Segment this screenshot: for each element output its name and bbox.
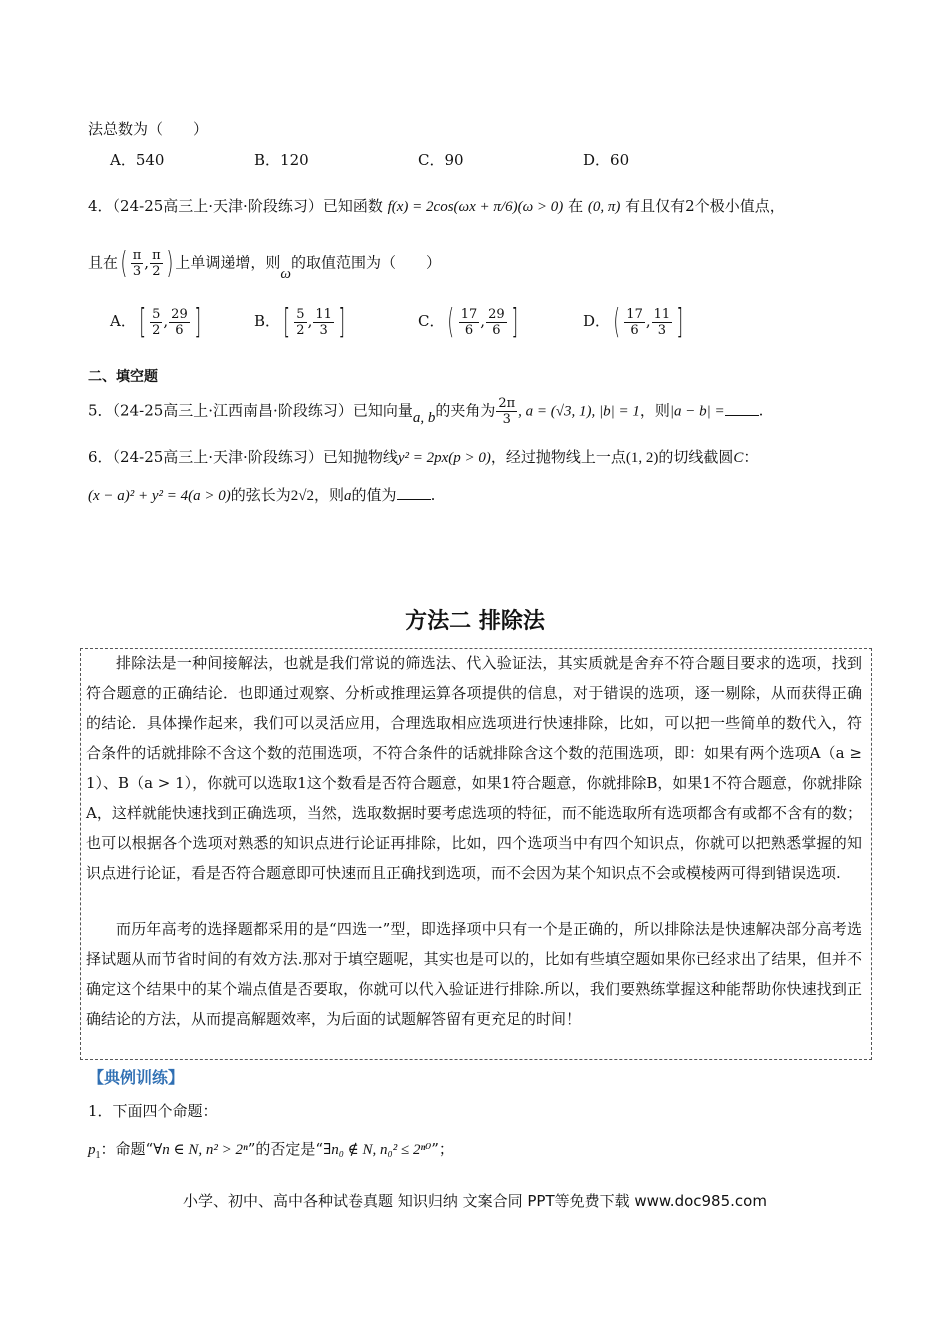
q4-option-a-bnum: 29 — [171, 306, 188, 322]
q4-option-c-aden: 6 — [464, 322, 474, 338]
q4-option-b-anum: 5 — [296, 306, 305, 322]
q4-mid: 在 — [568, 197, 584, 215]
q6-a: a — [344, 488, 352, 504]
q3-option-b: B．120 — [254, 151, 309, 169]
t1-line2 — [88, 1138, 454, 1161]
method-title: 方法二 排除法 — [405, 609, 545, 634]
t1-end: ”； — [431, 1140, 454, 1158]
q4-option-c: C．( $\frac{17}{6}$ , $\frac{29}{6}$ ] — [418, 302, 518, 342]
q4-number: 4． — [88, 197, 113, 215]
t1-negated-proposition: ∃n₀ ∉ N, n₀² ≤ 2ⁿ⁰ — [323, 1142, 432, 1158]
q4-option-a: A．[ $\frac{5}{2}$ , $\frac{29}{6}$ ] — [110, 302, 201, 342]
q6-chord: 2√2 — [290, 488, 315, 504]
t1-quote-close: ” — [247, 1140, 256, 1158]
q6-end: . — [430, 486, 436, 504]
q4-option-a-aden: 2 — [152, 322, 161, 338]
q4-option-b: B．[ $\frac{5}{2}$ , $\frac{11}{3}$ ] — [254, 302, 345, 342]
t1-quote-open: “ — [145, 1140, 154, 1158]
q4-option-d-label: D． — [583, 312, 611, 330]
q5-line — [88, 396, 763, 427]
q4-option-a-anum: 5 — [152, 306, 161, 322]
q4-option-a-rb: ] — [194, 302, 201, 342]
q6-line2 — [88, 484, 435, 505]
q4-option-c-rb: ] — [510, 302, 518, 342]
q6-after: 的切线截圆 — [658, 448, 734, 466]
q4-interval: (0, π) — [587, 199, 621, 215]
q5-vectors: a, b — [412, 409, 436, 426]
q6-colon: ： — [743, 448, 759, 466]
q4-line2-post: 上单调递增，则 — [175, 253, 281, 272]
q5-number: 5． — [88, 401, 113, 420]
method-paragraph-1: 排除法是一种间接解法，也就是我们常说的筛选法、代入验证法，其实质就是舍弃不符合题目要求的选项，找到符合题意的正确结论．也即通过观察、分析或推理运算各项提供的信息，对于错误的选项，逐一剔除，从而获得正确的结论．具体操作起来，我们可以灵活应用，合理选取相应选项进行快速排除，比如，可以把一些简单的数代入，符合条件的话就排除不含这个数的范围选项，不符合条件的话就排除含这个数的范围选项，即：如果有两个选项A（a ≥ 1）、B（a > 1），你就可以选取1这个数看是否符合题意，如果1符合题意，你就排除B，如果1不符合题意，你就排除A，这样就能快速找到正确选项，当然，选取数据时要考虑选项的特征，而不能选取所有选项都含有或都不含有的数；也可以根据各个选项对熟悉的知识点进行论证再排除，比如，四个选项当中有四个知识点，你就可以把熟悉掌握的知识点进行论证，看是否符合题意即可快速而且正确找到选项，而不会因为某个知识点不会或模棱两可得到错误选项. — [86, 654, 862, 882]
q3-option-a: A．540 — [110, 151, 165, 169]
section-heading-fill-in: 二、填空题 — [88, 369, 158, 385]
t1-line1: 1．下面四个命题： — [88, 1102, 218, 1120]
q6-number: 6． — [88, 448, 113, 466]
q6-answer-blank[interactable] — [397, 485, 431, 500]
q4-option-a-bden: 6 — [175, 322, 184, 338]
q4-option-c-bden: 6 — [492, 322, 501, 338]
q4-option-a-label: A． — [110, 312, 136, 330]
q6-line1 — [88, 446, 758, 467]
method-paragraph-2: 而历年高考的选择题都采用的是“四选一”型，即选择项中只有一个是正确的，所以排除法是快速解决部分高考选择试题从而节省时间的有效方法.那对于填空题呢，其实也是可以的，比如有些填空题如果你已经求出了结果，但并不确定这个结果中的某个端点值是否要取，你就可以代入验证进行排除.所以，我们要熟练掌握这种能帮助你快速找到正确结论的方法，从而提高解题效率，为后面的试题解答留有更充足的时间！ — [86, 920, 862, 1028]
q4-function: f(x) = 2cos(ωx + π/6)(ω > 0) — [387, 199, 564, 215]
q6-mid: ，经过抛物线上一点 — [490, 448, 626, 466]
q4-line2-pre: 且在 — [88, 253, 119, 272]
q3-option-d: D．60 — [583, 151, 630, 169]
q4-option-b-aden: 2 — [296, 322, 305, 338]
q4-line1 — [88, 195, 785, 216]
q6-source: （24-25高三上·天津·阶段练习）已知抛物线 — [112, 448, 398, 466]
q3-tail: 法总数为（ ） — [88, 120, 209, 138]
q4-option-b-rb: ] — [338, 302, 345, 342]
q5-angle-num: 2π — [498, 396, 516, 411]
q4-option-d-aden: 6 — [630, 322, 639, 338]
q6-point: (1, 2) — [625, 450, 659, 466]
q4-option-d-rb: ] — [676, 302, 684, 342]
q4-option-b-label: B． — [254, 312, 281, 330]
q5-tail: ，则 — [639, 401, 670, 420]
q4-line2: 且在( $\frac{\pi}{3}$ , $\frac{\pi}{2}$ ) 上单调递增，则ω的取值范围为（ ） — [88, 245, 441, 282]
q3-option-c: C．90 — [418, 151, 464, 169]
q4-line2-end: 的取值范围为（ ） — [290, 253, 441, 272]
q5-answer-blank[interactable] — [725, 401, 759, 416]
q4-omega: ω — [280, 265, 291, 282]
q4-option-c-anum: 17 — [460, 306, 478, 322]
q4-option-d-anum: 17 — [626, 306, 643, 322]
q5-source: （24-25高三上·江西南昌·阶段练习）已知向量 — [112, 401, 413, 420]
q4-option-b-bnum: 11 — [315, 306, 332, 322]
page-footer: 小学、初中、高中各种试卷真题 知识归纳 文案合同 PPT等免费下载 www.doc985.com — [183, 1192, 767, 1210]
q4-option-d-lb: ( — [613, 302, 620, 342]
q4-source: （24-25高三上·天津·阶段练习）已知函数 — [112, 197, 383, 215]
q4-after: 有且仅有2个极小值点， — [625, 197, 785, 215]
q5-end: . — [758, 401, 764, 420]
q6-circle-equation: (x − a)² + y² = 4(a > 0) — [88, 488, 231, 504]
q5-expression: |a − b| = — [669, 403, 725, 420]
t1-proposition: ∀n ∈ N, n² > 2ⁿ — [153, 1142, 248, 1158]
q4-option-c-label: C． — [418, 312, 445, 330]
training-title: 【典例训练】 — [88, 1068, 185, 1087]
t1-p-sub: 1 — [95, 1150, 101, 1161]
q4-option-b-lb: [ — [283, 302, 290, 342]
q6-line2-tail: ，则 — [314, 486, 345, 504]
q5-angle-den: 3 — [502, 412, 511, 427]
t1-colon: ：命题 — [100, 1140, 146, 1158]
t1-quote-open-2: “ — [315, 1140, 324, 1158]
t1-negation-label: 的否定是 — [255, 1140, 316, 1158]
t1-p: p — [88, 1142, 96, 1158]
q6-line2-mid: 的弦长为 — [230, 486, 291, 504]
q5-condition: , a = (√3, 1), |b| = 1 — [518, 403, 640, 420]
q4-option-c-bnum: 29 — [488, 306, 505, 322]
q4-option-d-bnum: 11 — [653, 306, 671, 322]
q4-option-d-bden: 3 — [657, 322, 667, 338]
q4-option-c-lb: ( — [447, 302, 455, 342]
q6-circle: C — [733, 450, 744, 466]
q4-option-b-bden: 3 — [319, 322, 328, 338]
q5-mid: 的夹角为 — [435, 401, 496, 420]
q4-option-d: D．( $\frac{17}{6}$ , $\frac{11}{3}$ ] — [583, 302, 684, 342]
q6-line2-end: 的值为 — [351, 486, 397, 504]
q4-option-a-lb: [ — [139, 302, 146, 342]
q6-parabola: y² = 2px(p > 0) — [397, 450, 491, 466]
